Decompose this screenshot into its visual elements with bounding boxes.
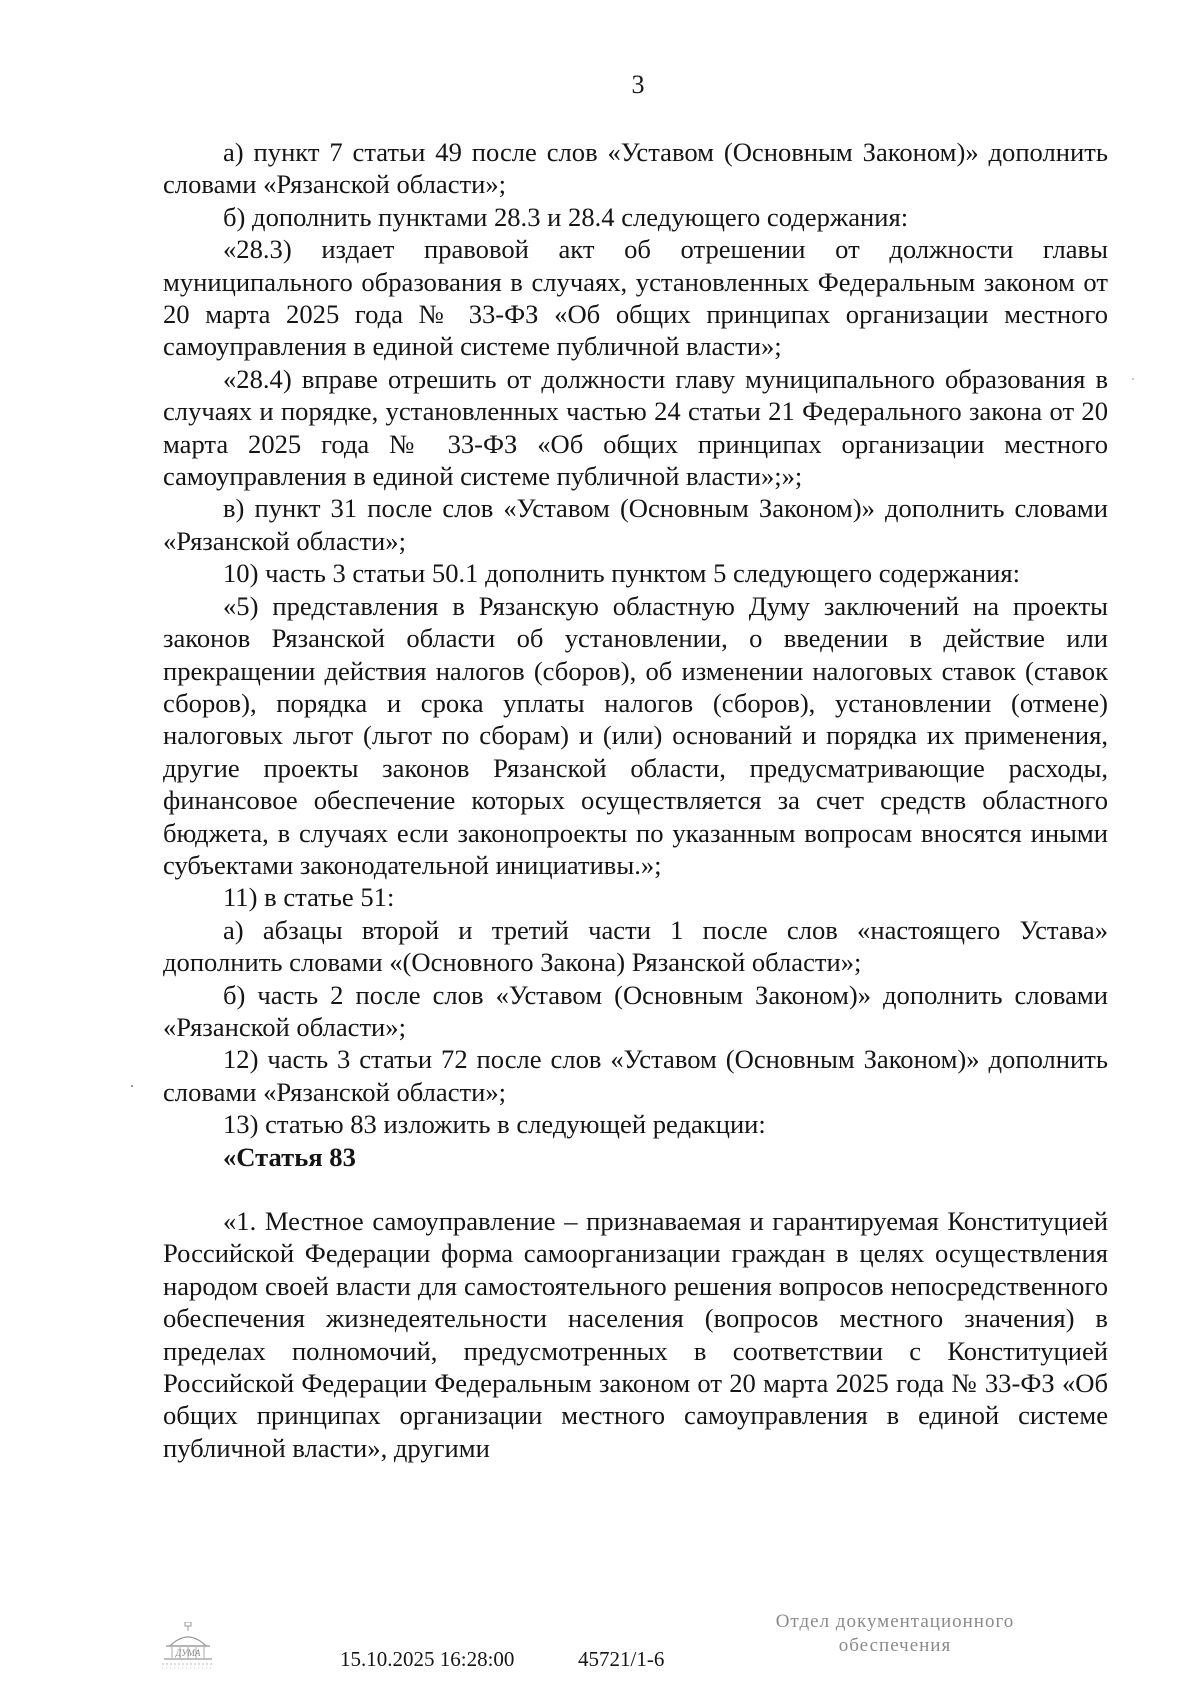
article-paragraph: «1. Местное самоуправление – признаваемая и гарантируемая Конституцией Российской Федерации форма самоорганизации граждан в целях осуществления народом своей власти для самостоятельного решения вопросов непосредственного обеспечения жизнедеятельности населения (вопросов местного значения) в пределах полномочий, предусмотренных в соответствии с Конституцией Российской Федерации Федеральным законом от 20 марта 2025 года № 33-ФЗ «Об общих принципах организации местного самоуправления в единой системе публичной власти», другими	[163, 1206, 1108, 1463]
stamp-line-1: Отдел документационного	[775, 1611, 1015, 1632]
page-number: 3	[631, 70, 645, 99]
duma-logo-icon	[158, 1622, 218, 1674]
registration-datetime: 15.10.2025 16:28:00	[340, 1647, 515, 1671]
registration-number: 45721/1-6	[578, 1647, 665, 1671]
paragraph-8: 11) в статье 51:	[223, 882, 395, 913]
scan-speck	[1132, 378, 1134, 380]
scan-speck	[131, 1085, 133, 1087]
department-stamp	[745, 1610, 1045, 1658]
paragraph-5: в) пункт 31 после слов «Уставом (Основным Законом)» дополнить словами «Рязанской области»;	[163, 493, 1108, 556]
article-title: «Статья 83	[223, 1141, 356, 1172]
document-body	[163, 136, 1108, 1464]
paragraph-2: б) дополнить пунктами 28.3 и 28.4 следующего содержания:	[223, 201, 909, 232]
logo-text: ДУМА	[175, 1648, 201, 1658]
paragraph-3: «28.3) издает правовой акт об отрешении от должности главы муниципального образования в случаях, установленных Федеральным законом от 20 марта 2025 года № 33-ФЗ «Об общих принципах организации местного самоуправления в единой системе публичной власти»;	[163, 234, 1108, 362]
paragraph-11: 12) часть 3 статьи 72 после слов «Уставом (Основным Законом)» дополнить словами «Рязанской области»;	[163, 1044, 1108, 1107]
paragraph-12: 13) статью 83 изложить в следующей редакции:	[223, 1109, 766, 1140]
paragraph-10: б) часть 2 после слов «Уставом (Основным Законом)» дополнить словами «Рязанской области»;	[163, 979, 1108, 1042]
paragraph-9: а) абзацы второй и третий части 1 после слов «настоящего Устава» дополнить словами «(Основного Закона) Рязанской области»;	[163, 914, 1108, 978]
paragraph-4: «28.4) вправе отрешить от должности главу муниципального образования в случаях и порядке, установленных частью 24 статьи 21 Федерального закона от 20 марта 2025 года № 33-ФЗ «Об общих принципах организации местного самоуправления в единой системе публичной власти»;»;	[163, 363, 1108, 492]
paragraph-6: 10) часть 3 статьи 50.1 дополнить пунктом 5 следующего содержания:	[223, 558, 1020, 589]
paragraph-1: а) пункт 7 статьи 49 после слов «Уставом (Основным Законом)» дополнить словами «Рязанской области»;	[163, 137, 1108, 200]
stamp-line-2: обеспечения	[838, 1635, 952, 1656]
paragraph-7: «5) представления в Рязанскую областную Думу заключений на проекты законов Рязанской области об установлении, о введении в действие или прекращении действия налогов (сборов), об изменении налоговых ставок (ставок сборов), порядка и срока уплаты налогов (сборов), установлении (отмене) налоговых льгот (льгот по сборам) и (или) оснований и порядка их применения, другие проекты законов Рязанской области, предусматривающие расходы, финансовое обеспечение которых осуществляется за счет средств областного бюджета, в случаях если законопроекты по указанным вопросам вносятся иными субъектами законодательной инициативы.»;	[163, 590, 1108, 880]
